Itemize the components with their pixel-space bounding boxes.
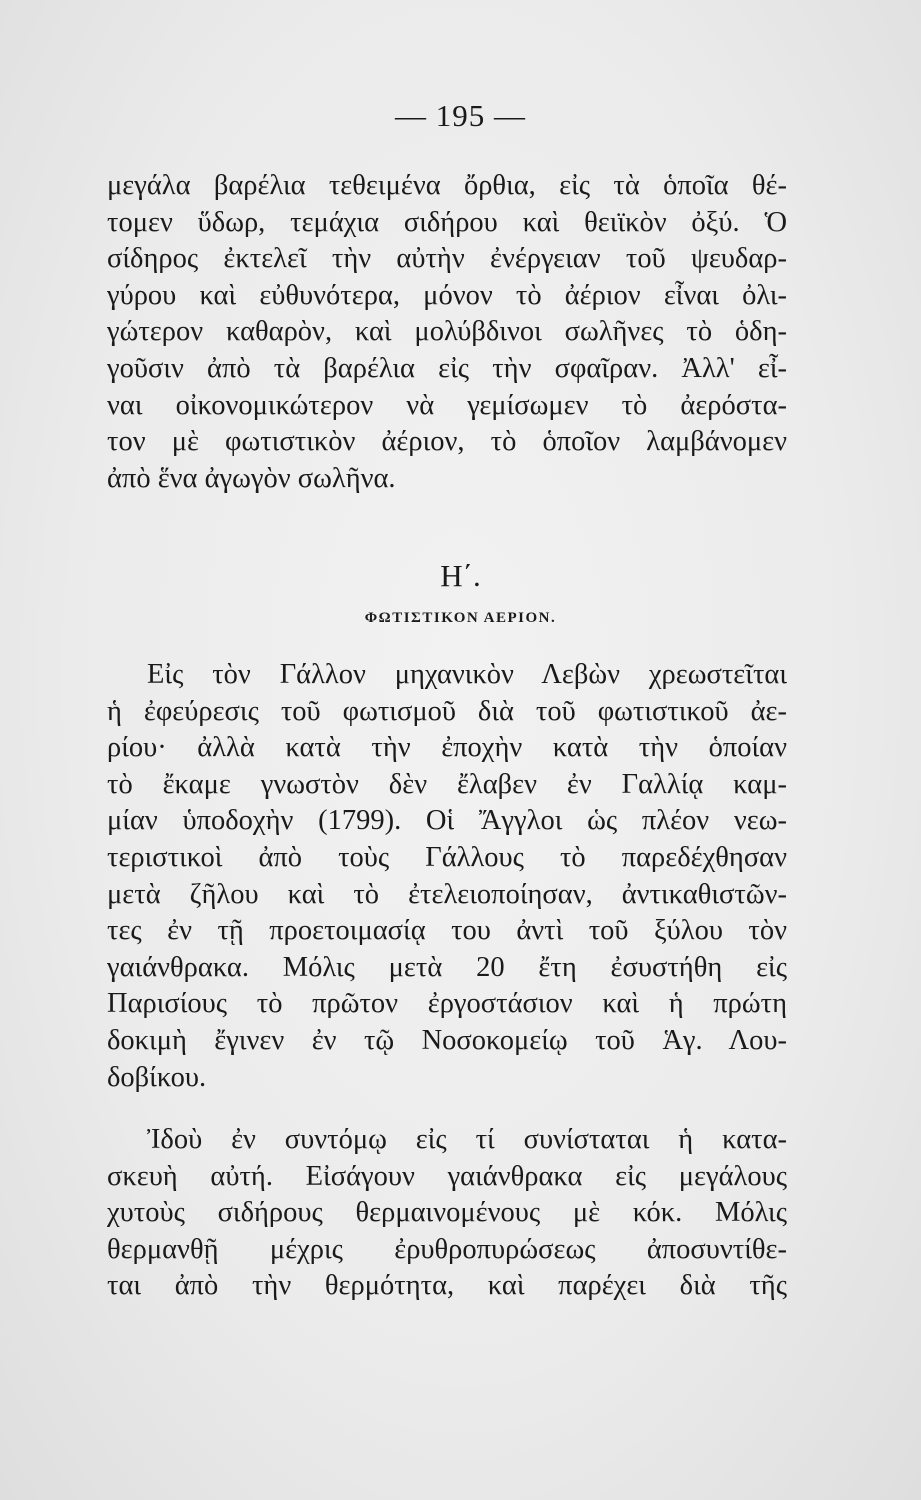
text-line: τομεν ὕδωρ, τεμάχια σιδήρου καὶ θειϊκὸν ὀξύ. Ὁ [107,206,787,238]
text-line: τὸ ἔκαμε γνωστὸν δὲν ἔλαβεν ἐν Γαλλίᾳ καμ- [107,768,787,800]
text-line: Ἰδοὺ ἐν συντόμῳ εἰς τί συνίσταται ἡ κατα- [147,1124,787,1155]
page-number: — 195 — [395,98,526,133]
text-line: θερμανθῇ μέχρις ἐρυθροπυρώσεως ἀποσυντίθε- [107,1233,787,1265]
section-title: ΦΩΤΙΣΤΙΚΟΝ ΑΕΡΙΟΝ. [364,610,557,626]
text-line: χυτοὺς σιδήρους θερμαινομένους μὲ κόκ. Μόλις [107,1197,787,1229]
text-line: μεγάλα βαρέλια τεθειμένα ὄρθια, εἰς τὰ ὁποῖα θέ- [107,170,787,201]
text-line: ρίου· ἀλλὰ κατὰ τὴν ἐποχὴν κατὰ τὴν ὁποίαν [107,732,787,764]
text-line: ἡ ἐφεύρεσις τοῦ φωτισμοῦ διὰ τοῦ φωτιστικοῦ ἀε- [107,695,787,727]
text-line: ναι οἰκονομικώτερον νὰ γεμίσωμεν τὸ ἀερόστα- [107,389,787,421]
text-line: Παρισίους τὸ πρῶτον ἐργοστάσιον καὶ ἡ πρώτη [107,988,787,1020]
text-line: σκευὴ αὐτή. Εἰσάγουν γαιάνθρακα εἰς μεγάλους [107,1160,787,1192]
text-line: γοῦσιν ἀπὸ τὰ βαρέλια εἰς τὴν σφαῖραν. Ἀλλ' εἶ- [107,352,787,384]
text-line: δοκιμὴ ἔγινεν ἐν τῷ Νοσοκομείῳ τοῦ Ἁγ. Λου- [107,1024,787,1056]
paragraph-2 [107,657,787,1096]
text-line: τεριστικοὶ ἀπὸ τοὺς Γάλλους τὸ παρεδέχθησαν [107,841,787,873]
text-line: σίδηρος ἐκτελεῖ τὴν αὐτὴν ἐνέργειαν τοῦ ψευδαρ- [107,243,787,275]
text-line: τον μὲ φωτιστικὸν ἀέριον, τὸ ὁποῖον λαμβάνομεν [107,426,787,458]
text-line: μίαν ὑποδοχὴν (1799). Οἱ Ἄγγλοι ὡς πλέον νεω- [107,805,787,837]
text-line: τες ἐν τῇ προετοιμασίᾳ του ἀντὶ τοῦ ξύλου τὸν [107,915,787,947]
text-line: γώτερον καθαρὸν, καὶ μολύβδινοι σωλῆνες τὸ ὁδη- [107,316,787,348]
text-line: μετὰ ζῆλου καὶ τὸ ἐτελειοποίησαν, ἀντικαθιστῶν- [107,878,787,910]
text-line: δοβίκου. [107,1061,207,1093]
text-line: γύρου καὶ εὐθυνότερα, μόνον τὸ ἀέριον εἶναι ὀλι- [107,279,787,311]
section-number: Η΄. [440,558,481,593]
paragraph-3 [107,1122,787,1305]
text-line: ἀπὸ ἕνα ἀγωγὸν σωλῆνα. [107,462,396,494]
text-line: Εἰς τὸν Γάλλον μηχανικὸν Λεβὼν χρεωστεῖται [147,659,787,690]
paragraph-1 [107,168,787,497]
text-line: ται ἀπὸ τὴν θερμότητα, καὶ παρέχει διὰ τῆς [107,1270,787,1302]
text-line: γαιάνθρακα. Μόλις μετὰ 20 ἔτη ἐσυστήθη εἰς [107,951,787,983]
